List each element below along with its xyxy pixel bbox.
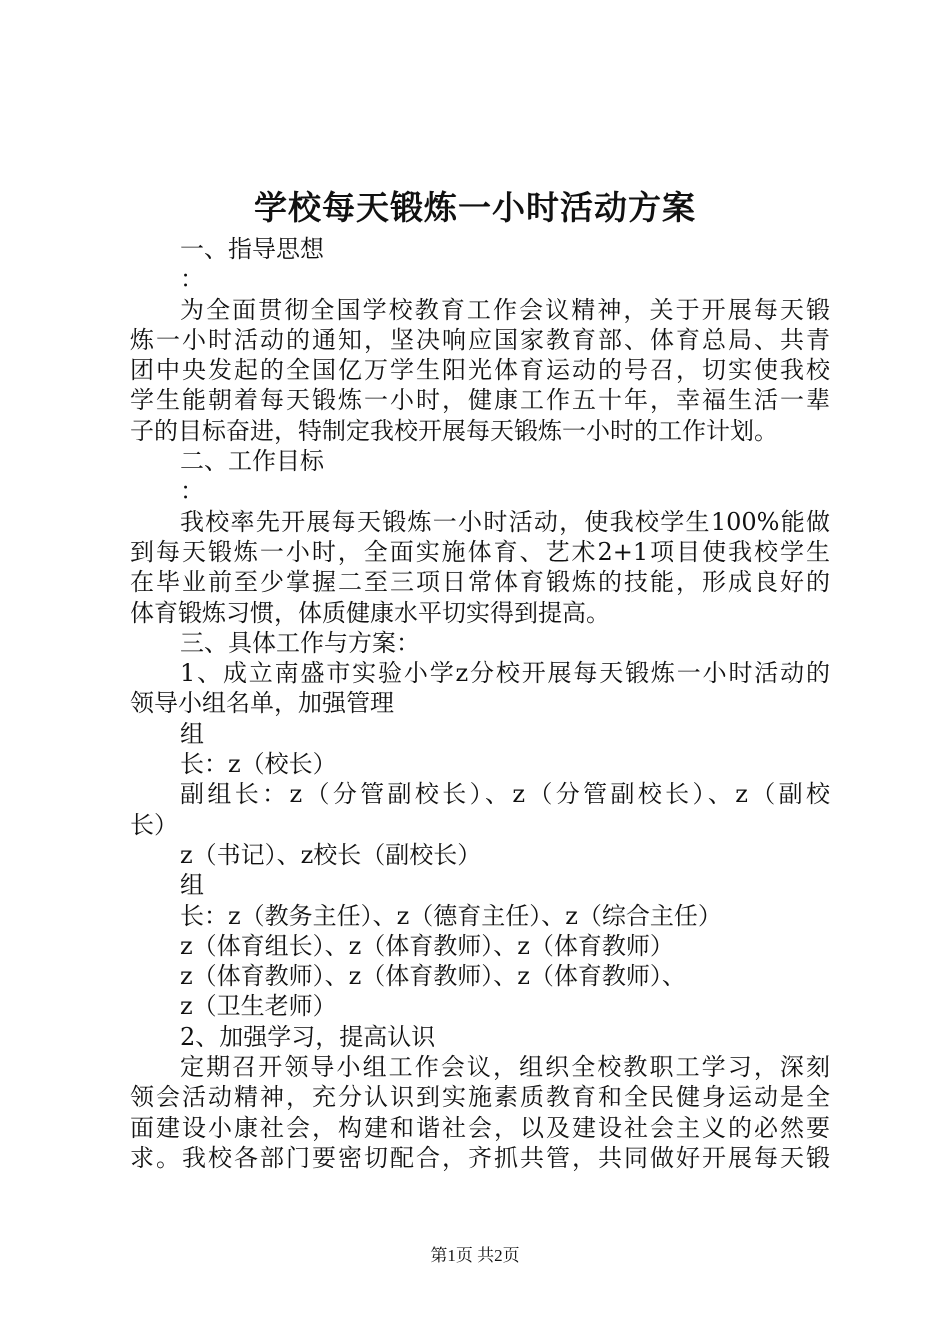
paragraph-line: 为全面贯彻全国学校教育工作会议精神，关于开展每天锻 [180,295,830,324]
list-line: 组 [180,719,204,748]
page-footer: 第1页 共2页 [430,1246,520,1265]
document-body [130,234,830,1173]
paragraph-line: 领导小组名单，加强管理 [130,689,394,718]
section-heading-study: 2、加强学习，提高认识 [180,1022,436,1051]
paragraph-line: 到每天锻炼一小时，全面实施体育、艺术2+1项目使我校学生 [130,537,830,566]
paragraph-line: 学生能朝着每天锻炼一小时，健康工作五十年，幸福生活一辈 [130,386,830,415]
paragraph-line: 我校率先开展每天锻炼一小时活动，使我校学生100%能做 [180,507,830,536]
list-line: z（卫生老师） [180,992,337,1021]
colon-line: ： [180,265,204,294]
document-title: 学校每天锻炼一小时活动方案 [254,188,696,227]
paragraph-line: 子的目标奋进，特制定我校开展每天锻炼一小时的工作计划。 [130,416,778,445]
paragraph-line: 在毕业前至少掌握二至三项日常体育锻炼的技能，形成良好的 [130,568,830,597]
list-line: z（体育教师）、z（体育教师）、z（体育教师）、 [180,962,686,991]
paragraph-line: 团中央发起的全国亿万学生阳光体育运动的号召，切实使我校 [130,356,830,385]
paragraph-line: 面建设小康社会，构建和谐社会，以及建设社会主义的必然要 [130,1113,830,1142]
paragraph-line: 求。我校各部门要密切配合，齐抓共管，共同做好开展每天锻 [130,1143,830,1172]
list-line: 长：z（教务主任）、z（德育主任）、z（综合主任） [180,901,722,930]
list-line: z（书记）、z校长（副校长） [180,840,482,869]
list-line: 副组长：z（分管副校长）、z（分管副校长）、z（副校 [180,780,830,809]
paragraph-line: 体育锻炼习惯，体质健康水平切实得到提高。 [130,598,610,627]
colon-line: ： [180,477,204,506]
section-heading-guiding-ideology: 一、指导思想 [180,235,324,263]
paragraph-line: 领会活动精神，充分认识到实施素质教育和全民健身运动是全 [130,1083,830,1112]
list-line: 长：z（校长） [180,750,337,779]
paragraph-line: 炼一小时活动的通知，坚决响应国家教育部、体育总局、共青 [130,325,830,354]
list-line: 组 [180,871,204,900]
list-line: z（体育组长）、z（体育教师）、z（体育教师） [180,931,674,960]
paragraph-line: 1、成立南盛市实验小学z分校开展每天锻炼一小时活动的 [180,659,830,688]
paragraph-line: 定期召开领导小组工作会议，组织全校教职工学习，深刻 [180,1053,830,1082]
section-heading-specific-plan: 三、具体工作与方案： [180,628,420,657]
section-heading-work-goals: 二、工作目标 [180,447,324,476]
list-line: 长） [130,810,178,839]
